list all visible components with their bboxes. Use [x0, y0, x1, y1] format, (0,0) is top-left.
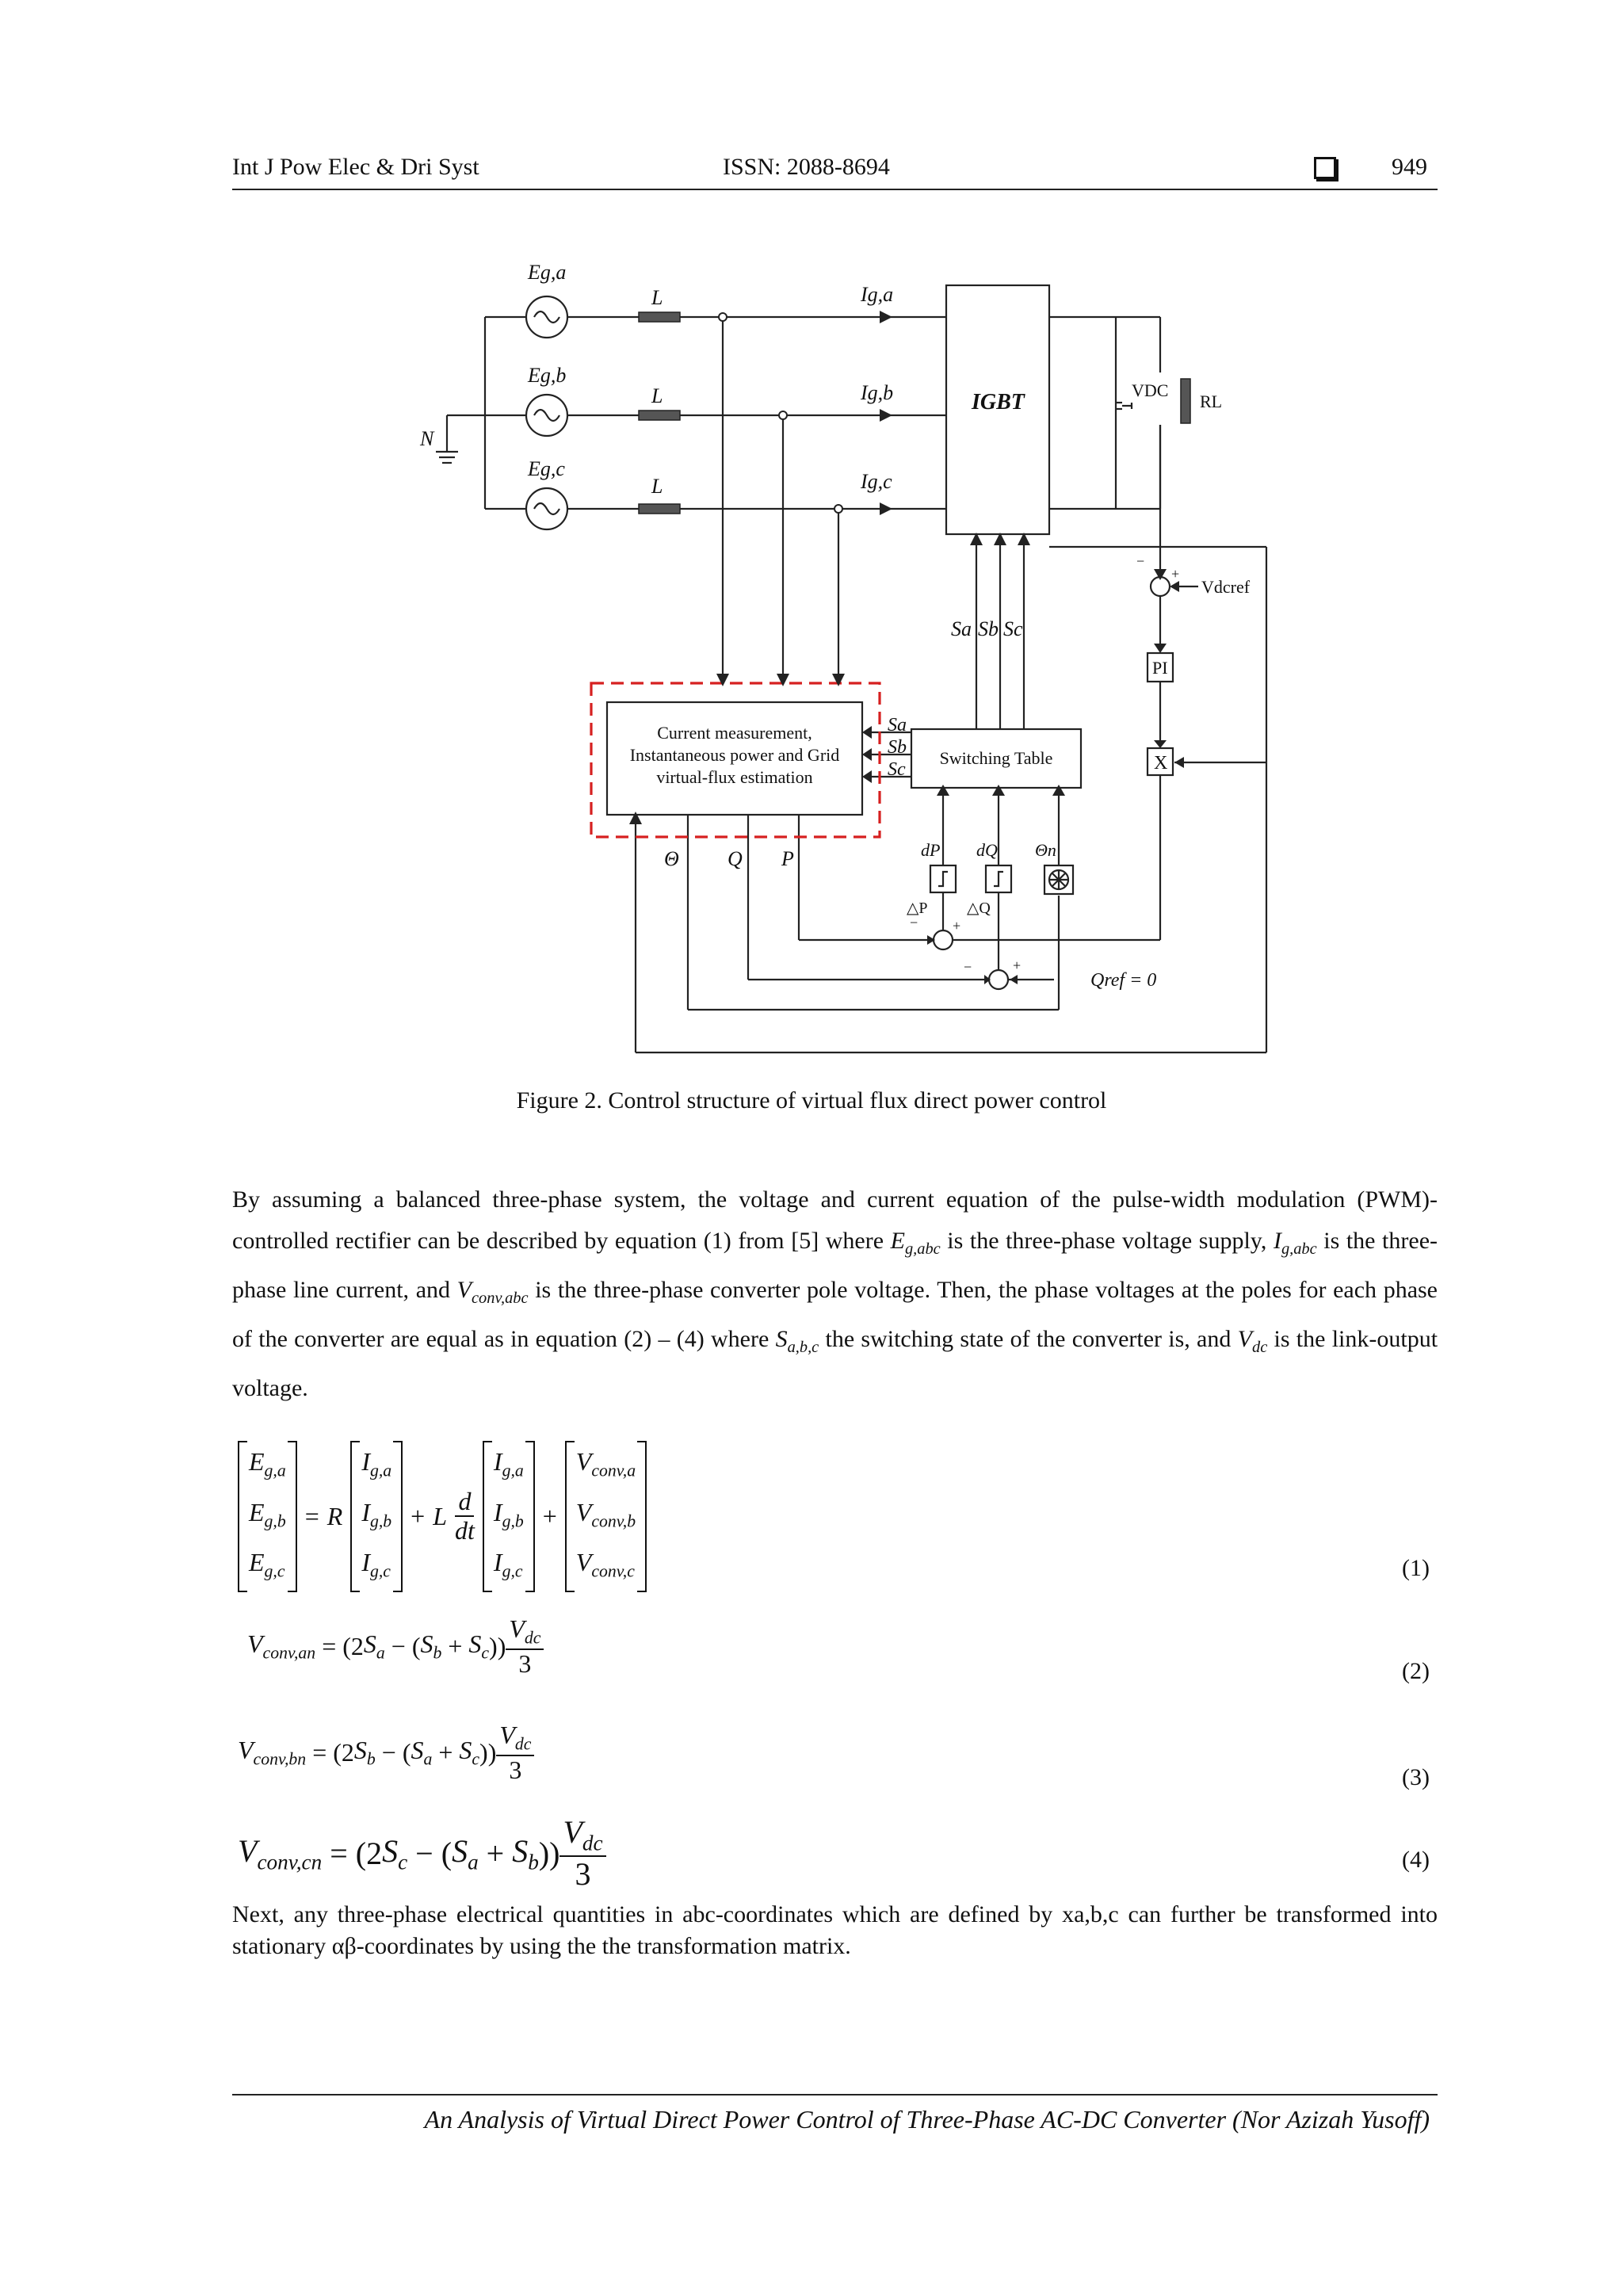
label-igb: Ig,b — [861, 381, 894, 404]
label-sc-top: Sc — [1003, 617, 1023, 640]
p1-text-d: is the three-phase converter pole voltage. Then, the phase voltages at the poles for each phase of the converter are equal as in equation (2) – (4) where — [232, 1277, 1438, 1353]
page-number: 949 — [1392, 154, 1427, 180]
estimation-line-1: Current measurement, — [657, 723, 812, 743]
sign-minus-vdc: − — [1136, 553, 1145, 569]
label-theta: Θ — [664, 847, 679, 870]
label-l-c: L — [651, 475, 663, 498]
p1-text-e: the switching state of the converter is, and — [825, 1326, 1232, 1353]
equation-4: $V_{conv,cn}$ = (2 $S_c$ − ( $S_a$ + $S_b$ )) $\frac{V_{dc}}{3}$ — [238, 1815, 606, 1892]
header-rule — [232, 189, 1438, 190]
label-theta-n: Θn — [1035, 840, 1056, 860]
equation-number-4: (4) — [1402, 1847, 1430, 1873]
label-ega: Eg,a — [528, 261, 567, 284]
equation-number-3: (3) — [1402, 1764, 1430, 1790]
label-sc-left: Sc — [888, 759, 906, 780]
equation-1: $E_{g,a}$ $E_{g,b}$ $E_{g,c}$ = R $I_{g,a}$ $I_{g,b}$ $I_{g,c}$ + L $\frac{d}{dt}$ $I_{g,a}$ $I_{g,b}$ $I_{g,c}$ + $V_{conv,a}$ $V_{conv,b}$ $V_{conv,c}$ — [238, 1441, 647, 1592]
sign-minus-q: − — [964, 959, 972, 975]
label-egc: Eg,c — [528, 457, 565, 480]
label-egb: Eg,b — [528, 364, 567, 387]
label-p: P — [781, 847, 794, 870]
footer-rule — [232, 2094, 1438, 2095]
journal-name: Int J Pow Elec & Dri Syst — [232, 154, 479, 180]
label-x: X — [1154, 753, 1168, 774]
label-q: Q — [727, 847, 743, 870]
equation-number-1: (1) — [1402, 1555, 1430, 1581]
p1-text-a: By assuming a balanced three-phase system, the voltage and current equation of the pulse-width modulation (PWM)-controlled rectifier can be described by equation (1) from [5] where — [232, 1186, 1438, 1254]
label-qref: Qref = 0 — [1090, 970, 1157, 991]
body-paragraph-1: By assuming a balanced three-phase system, the voltage and current equation of the pulse-width modulation (PWM)-controlled rectifier can be described by equation (1) from [5] where $E_{g,abc}$ is the three-phase voltage supply, $I_{g,abc}$ is the three-phase line current, and $V_{conv,abc}$ is the three-phase converter pole voltage. Then, the phase voltages at the poles for each phase of the converter are equal as in equation (2) – (4) where $S_{a,b,c}$ the switching state of the converter is, and $V_{dc}$ is the link-output voltage. — [232, 1186, 1438, 1402]
label-l-a: L — [651, 286, 663, 309]
estimation-line-2: Instantaneous power and Grid — [629, 745, 840, 765]
sign-plus-q: + — [1013, 957, 1022, 973]
label-vdc: VDC — [1132, 380, 1169, 400]
p1-text-c: is the three-phase line current, and — [232, 1228, 1438, 1304]
label-pi: PI — [1152, 658, 1168, 678]
equation-3: $V_{conv,bn}$ = (2 $S_b$ − ( $S_a$ + $S_c$ )) $\frac{V_{dc}}{3}$ — [238, 1721, 534, 1784]
label-rl: RL — [1200, 392, 1223, 411]
label-sb-top: Sb — [978, 617, 999, 640]
label-l-b: L — [651, 384, 663, 407]
label-sa-top: Sa — [951, 617, 972, 640]
sign-plus-p: + — [953, 918, 961, 934]
sign-plus-vdc: + — [1171, 566, 1180, 582]
label-igbt: IGBT — [972, 390, 1025, 415]
estimation-line-3: virtual-flux estimation — [656, 767, 813, 787]
label-delta-p: △P — [907, 900, 928, 917]
label-sb-left: Sb — [888, 737, 907, 758]
label-delta-q: △Q — [967, 900, 991, 917]
footer-title: An Analysis of Virtual Direct Power Control of Three-Phase AC-DC Converter (Nor Azizah Yusoff) — [424, 2105, 1430, 2134]
label-dq: dQ — [976, 840, 998, 860]
p1-text-f: is the link-output voltage. — [232, 1326, 1438, 1402]
control-diagram — [0, 238, 1623, 1062]
label-sa-left: Sa — [888, 715, 907, 735]
p1-text-b: is the three-phase voltage supply, — [947, 1228, 1267, 1254]
sign-minus-p: − — [910, 915, 918, 930]
label-iga: Ig,a — [861, 283, 894, 306]
label-vdcref: Vdcref — [1201, 577, 1251, 597]
issn: ISSN: 2088-8694 — [723, 154, 890, 180]
switching-table-label: Switching Table — [939, 748, 1053, 768]
figure-caption: Figure 2. Control structure of virtual flux direct power control — [516, 1087, 1107, 1114]
checkbox-square-icon — [1314, 157, 1336, 179]
label-n: N — [420, 427, 434, 450]
body-paragraph-2: Next, any three-phase electrical quantities in abc-coordinates which are defined by xa,b,c can further be transformed into stationary αβ-coordinates by using the the transformation matrix. — [232, 1901, 1438, 1959]
equation-number-2: (2) — [1402, 1658, 1430, 1684]
label-dp: dP — [921, 840, 941, 860]
equation-2: $V_{conv,an}$ = (2 $S_a$ − ( $S_b$ + $S_c$ )) $\frac{V_{dc}}{3}$ — [247, 1615, 544, 1678]
label-igc: Ig,c — [861, 470, 892, 493]
